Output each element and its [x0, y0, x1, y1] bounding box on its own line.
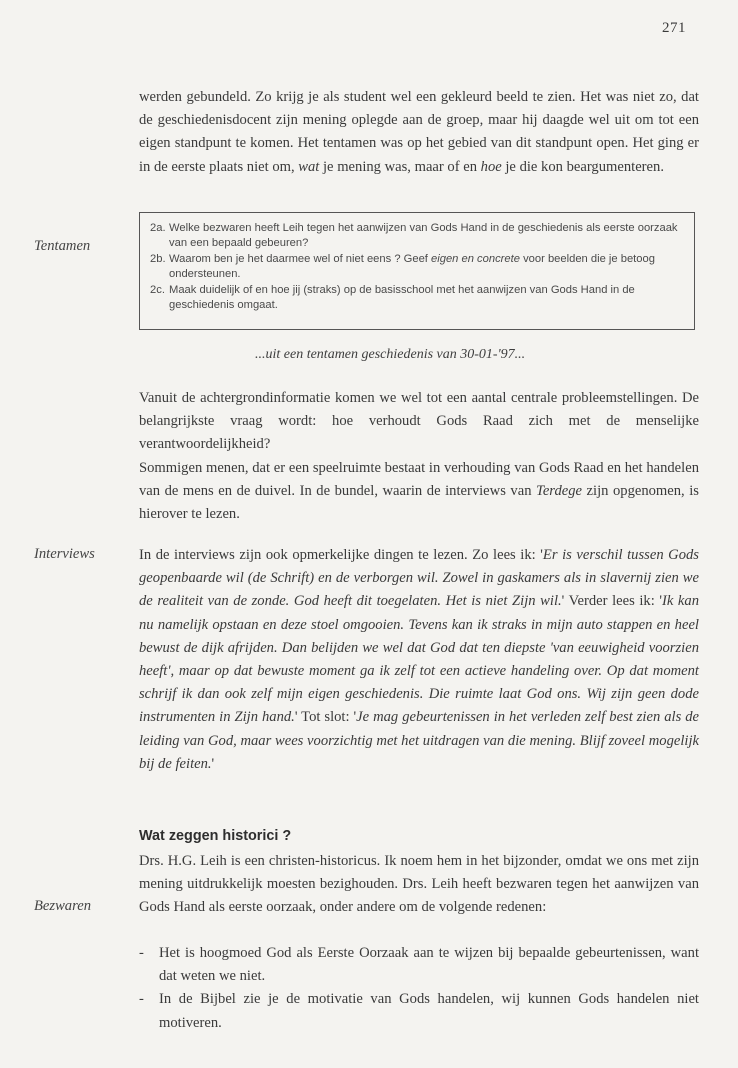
question-text	[169, 252, 684, 281]
question-2a	[150, 221, 684, 250]
paragraph-speelruimte-post: zijn opgenomen, is hierover te lezen.	[139, 482, 699, 523]
question-2b	[150, 252, 684, 281]
objections-list	[139, 942, 699, 1035]
emphasis-wat: wat	[298, 158, 320, 175]
section-heading: Wat zeggen historici ?	[139, 828, 292, 844]
question-2c	[150, 283, 684, 312]
page-number: 271	[662, 20, 686, 36]
question-2b-pre: Waarom ben je het daarmee wel of niet eens ? Geef	[169, 252, 432, 265]
paragraph-problem	[139, 387, 699, 526]
question-text: Maak duidelijk of en hoe jij (straks) op de basisschool met het aanwijzen van Gods Hand in de geschiedenis omgaat.	[169, 283, 635, 311]
interviews-intro: In de interviews zijn ook opmerkelijke dingen te lezen. Zo lees ik: '	[139, 547, 543, 563]
question-number: 2a.	[150, 222, 166, 234]
paragraph-intro-mid: je mening was, maar of en	[319, 158, 481, 175]
list-item-text: Het is hoogmoed God als Eerste Oorzaak aan te wijzen bij bepaalde gebeurtenissen, want dat weten we niet.	[159, 945, 699, 985]
question-2b-post: voor beelden die je betoog ondersteunen.	[169, 252, 655, 280]
margin-note-bezwaren: Bezwaren	[34, 898, 92, 914]
exam-questions-box	[139, 212, 695, 330]
exam-caption: ...uit een tentamen geschiedenis van 30-01-'97...	[255, 347, 526, 362]
margin-note-interviews: Interviews	[34, 546, 95, 562]
margin-note-tentamen: Tentamen	[34, 238, 91, 254]
question-number: 2c.	[150, 283, 165, 296]
paragraph-problem-statement: Vanuit de achtergrondinformatie komen we wel tot een aantal centrale probleemstellingen. De belangrijkste vraag wordt: hoe verhoudt Gods Raad zich met de menselijke verantwoordelijkheid?	[139, 390, 699, 453]
quote-2: Ik kan nu namelijk opstaan en deze stoel omgooien. Tevens kan ik straks in mijn auto stappen en heel bewust de dijk afrijden. Dan belijden we wel dat God dat ten diepste 'van eeuwigheid voorzien heeft', maar op dat bewuste moment ga ik zelf tot een actieve handeling over. Op dat moment schrijf ik dan ook zelf mijn eigen geschiedenis. Die ruimte laat God ons. Wij zijn geen dode instrumenten in Zijn hand.	[139, 593, 699, 726]
paragraph-leih: Drs. H.G. Leih is een christen-historicus. Ik noem hem in het bijzonder, omdat we ons met zijn mening uitdrukkelijk moesten bezighouden. Drs. Leih heeft bezwaren tegen het aanwijzen van Gods Hand als eerste oorzaak, onder andere om de volgende redenen:	[139, 853, 699, 916]
question-number: 2b.	[150, 252, 166, 265]
list-item	[139, 988, 699, 1034]
quote-1: Er is verschil tussen Gods geopenbaarde wil (de Schrift) en de verborgen wil. Zowel in gaskamers als in slavernij zien we de realiteit van de zonde. God heeft dit toegelaten. Het is niet Zijn wil.	[139, 547, 699, 610]
interviews-connector-2: ' Tot slot: '	[294, 709, 357, 726]
list-dash: -	[139, 945, 144, 961]
paragraph-intro-end: je die kon beargumenteren.	[501, 158, 664, 175]
emphasis-hoe: hoe	[480, 158, 502, 175]
paragraph-intro	[139, 86, 699, 179]
paragraph-interviews	[139, 544, 699, 776]
interviews-connector-1: ' Verder lees ik: '	[561, 593, 662, 610]
list-item-text: In de Bijbel zie je de motivatie van Gods handelen, wij kunnen Gods handelen niet motiveren.	[159, 991, 699, 1031]
paragraph-intro-text: werden gebundeld. Zo krijg je als student wel een gekleurd beeld te zien. Het was niet zo, dat de geschiedenisdocent zijn mening oplegde aan de groep, maar hij daagde wel uit om tot een eigen standpunt te komen. Het tentamen was op het gebied van dit standpunt open. Het ging er in de eerste plaats niet om,	[139, 89, 699, 175]
list-dash: -	[139, 991, 144, 1008]
quote-3: Je mag gebeurtenissen in het verleden zelf best zien als de leiding van God, maar wees voorzichtig met het uitdragen van die mening. Blijf zoveel mogelijk bij de feiten.	[139, 709, 700, 772]
paragraph-speelruimte	[139, 457, 699, 527]
paragraph-speelruimte-pre: Sommigen menen, dat er een speelruimte bestaat in verhouding van Gods Raad en het handelen van de mens en de duivel. In de bundel, waarin de interviews van	[139, 459, 699, 499]
interviews-closing: '	[211, 755, 215, 772]
emphasis-terdege: Terdege	[536, 482, 582, 499]
question-text: Welke bezwaren heeft Leih tegen het aanwijzen van Gods Hand in de geschiedenis als eerste oorzaak van een bepaald gebeuren?	[169, 222, 678, 249]
question-2b-emphasis: eigen en concrete	[431, 252, 520, 265]
list-item	[139, 942, 699, 988]
